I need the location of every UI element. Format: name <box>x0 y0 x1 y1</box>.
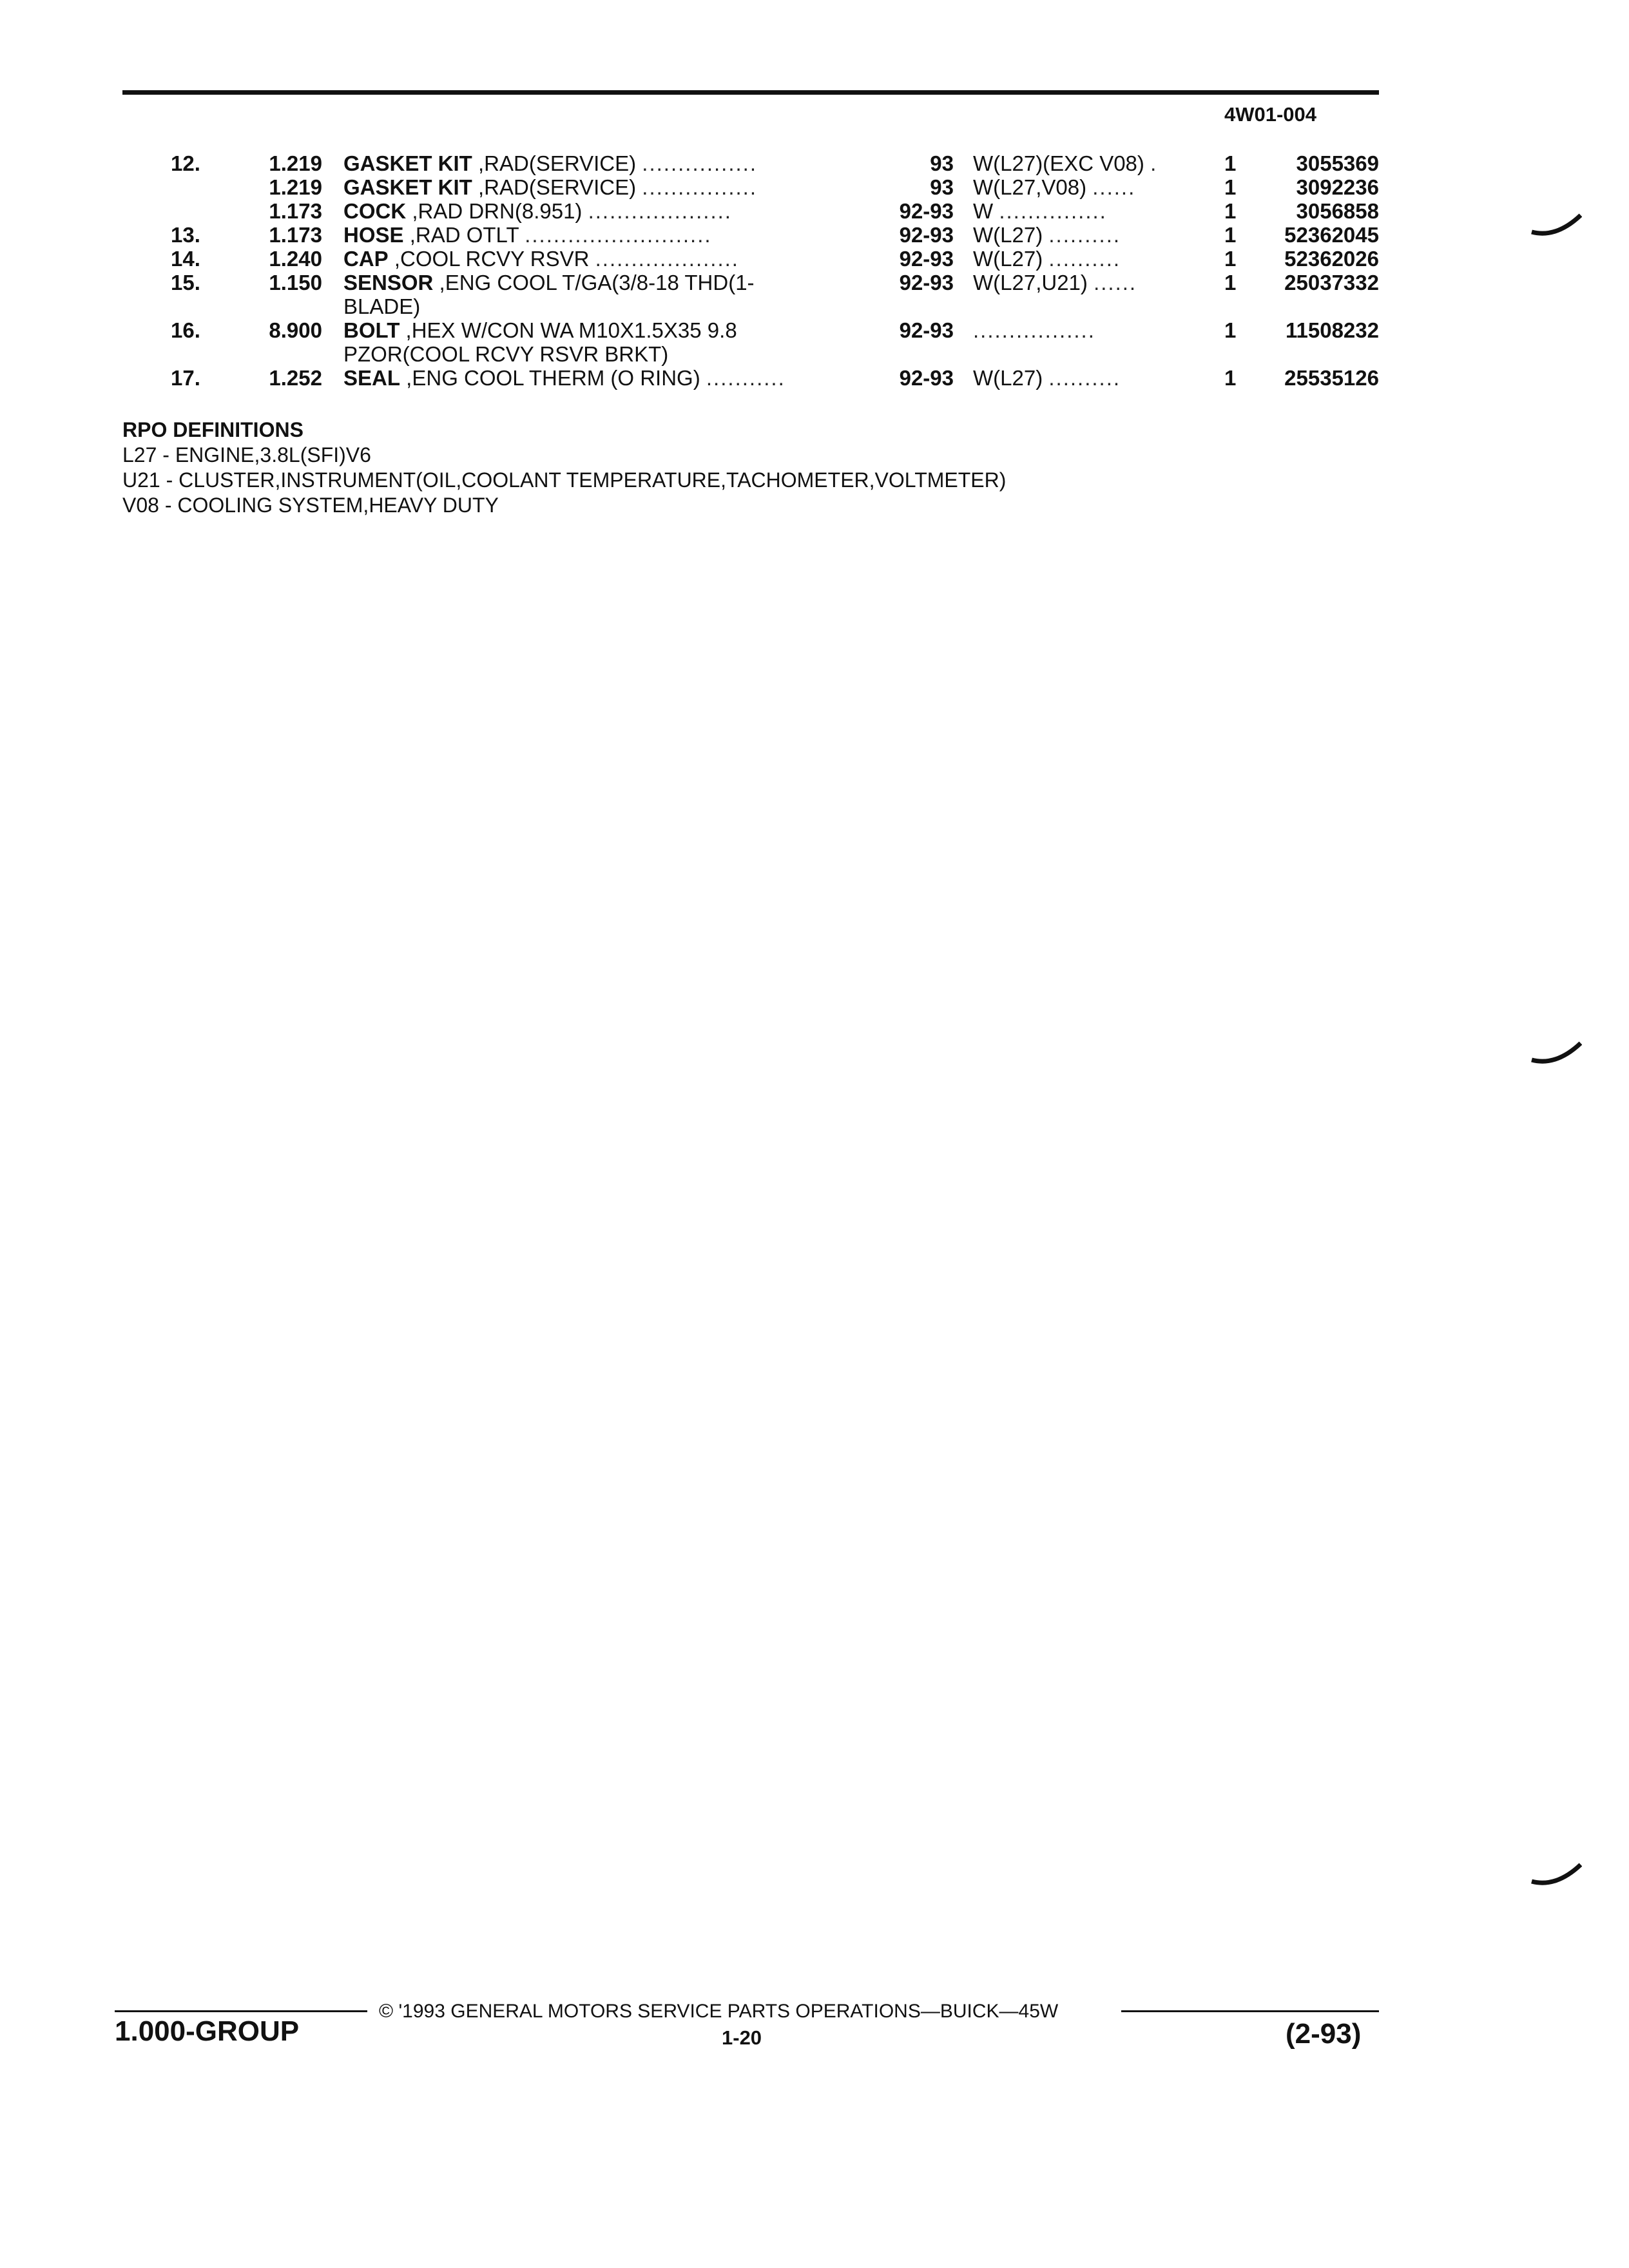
part-detail: ,ENG COOL THERM (O RING) <box>400 366 700 390</box>
leader-dots: . <box>1150 151 1158 175</box>
model-code: W(L27)(EXC V08) <box>973 151 1144 175</box>
model-usage <box>973 151 1192 175</box>
leader-dots: .......................... <box>525 223 712 247</box>
quantity: 1 <box>1224 366 1237 390</box>
part-description <box>343 271 872 318</box>
leader-dots: .................... <box>588 199 732 223</box>
model-year: 92-93 <box>899 247 954 271</box>
part-row <box>0 366 1629 390</box>
model-code: W(L27,V08) <box>973 175 1087 199</box>
model-usage <box>973 223 1192 247</box>
model-year: 92-93 <box>899 271 954 294</box>
binder-mark-icon <box>1530 1862 1582 1888</box>
leader-dots: ................. <box>973 318 1095 342</box>
model-usage <box>973 247 1192 271</box>
part-number: 3092236 <box>1296 175 1379 199</box>
footer-copyright: © '1993 GENERAL MOTORS SERVICE PARTS OPERATIONS—BUICK—45W <box>379 2001 1059 2022</box>
model-year: 93 <box>930 151 954 175</box>
part-row <box>0 151 1629 175</box>
part-row <box>0 175 1629 199</box>
leader-dots: ...... <box>1094 271 1137 294</box>
model-year: 92-93 <box>899 318 954 342</box>
group-number: 1.219 <box>269 151 322 175</box>
group-number: 1.150 <box>269 271 322 294</box>
part-name: CAP <box>343 247 389 271</box>
leader-dots: ........... <box>706 366 786 390</box>
group-number: 1.240 <box>269 247 322 271</box>
quantity: 1 <box>1224 175 1237 199</box>
part-number: 3055369 <box>1296 151 1379 175</box>
model-usage <box>973 318 1192 342</box>
part-row <box>0 318 1629 366</box>
quantity: 1 <box>1224 318 1237 342</box>
leader-dots: ................ <box>642 151 757 175</box>
quantity: 1 <box>1224 271 1237 294</box>
part-name: GASKET KIT <box>343 175 472 199</box>
model-code: W(L27) <box>973 366 1043 390</box>
binder-mark-icon <box>1530 1041 1582 1066</box>
part-row <box>0 271 1629 318</box>
part-name: SEAL <box>343 366 401 390</box>
part-name: SENSOR <box>343 271 434 294</box>
rpo-line: V08 - COOLING SYSTEM,HEAVY DUTY <box>122 494 499 517</box>
part-row <box>0 199 1629 223</box>
part-name: COCK <box>343 199 407 223</box>
part-detail: ,ENG COOL T/GA(3/8-18 THD(1- <box>433 271 755 294</box>
footer-group: 1.000-GROUP <box>115 2015 300 2047</box>
rpo-title: RPO DEFINITIONS <box>122 418 304 441</box>
model-usage <box>973 199 1192 223</box>
model-code: W <box>973 199 994 223</box>
part-detail: ,COOL RCVY RSVR <box>388 247 590 271</box>
rpo-definitions <box>122 418 1006 518</box>
model-year: 92-93 <box>899 366 954 390</box>
model-year: 93 <box>930 175 954 199</box>
model-year: 92-93 <box>899 199 954 223</box>
part-number: 52362026 <box>1284 247 1379 271</box>
part-number: 52362045 <box>1284 223 1379 247</box>
part-detail-continued: BLADE) <box>343 294 421 318</box>
model-usage <box>973 366 1192 390</box>
part-number: 3056858 <box>1296 199 1379 223</box>
leader-dots: .......... <box>1048 247 1121 271</box>
part-number: 25535126 <box>1284 366 1379 390</box>
part-row <box>0 223 1629 247</box>
part-description <box>343 175 872 199</box>
part-description <box>343 247 872 271</box>
parts-table <box>0 151 1629 390</box>
section-code: 4W01-004 <box>1224 103 1317 126</box>
part-description <box>343 199 872 223</box>
model-year: 92-93 <box>899 223 954 247</box>
rpo-line: U21 - CLUSTER,INSTRUMENT(OIL,COOLANT TEMPERATURE,TACHOMETER,VOLTMETER) <box>122 468 1007 492</box>
model-code: W(L27) <box>973 223 1043 247</box>
leader-dots: .................... <box>595 247 739 271</box>
part-detail: ,RAD OTLT <box>403 223 519 247</box>
item-number: 14. <box>171 247 200 271</box>
model-code: W(L27,U21) <box>973 271 1088 294</box>
group-number: 1.173 <box>269 223 322 247</box>
quantity: 1 <box>1224 199 1237 223</box>
part-name: BOLT <box>343 318 400 342</box>
group-number: 1.252 <box>269 366 322 390</box>
leader-dots: ................ <box>642 175 757 199</box>
part-detail: ,RAD(SERVICE) <box>472 175 637 199</box>
footer-rule-left <box>115 2010 367 2012</box>
part-description <box>343 151 872 175</box>
page-number: 1-20 <box>722 2026 762 2049</box>
revision-date: (2-93) <box>1286 2018 1362 2050</box>
leader-dots: ............... <box>999 199 1107 223</box>
part-number: 25037332 <box>1284 271 1379 294</box>
model-code: W(L27) <box>973 247 1043 271</box>
leader-dots: ...... <box>1092 175 1136 199</box>
item-number: 13. <box>171 223 200 247</box>
part-row <box>0 247 1629 271</box>
part-detail-continued: PZOR(COOL RCVY RSVR BRKT) <box>343 342 669 366</box>
item-number: 17. <box>171 366 200 390</box>
footer-rule-right <box>1121 2010 1379 2012</box>
part-detail: ,RAD(SERVICE) <box>472 151 637 175</box>
part-detail: ,RAD DRN(8.951) <box>406 199 583 223</box>
top-rule <box>122 90 1379 95</box>
part-detail: ,HEX W/CON WA M10X1.5X35 9.8 <box>400 318 737 342</box>
part-description <box>343 223 872 247</box>
part-number: 11508232 <box>1285 318 1379 342</box>
leader-dots: .......... <box>1048 223 1121 247</box>
binder-mark-icon <box>1530 213 1582 238</box>
part-description <box>343 366 872 390</box>
rpo-line: L27 - ENGINE,3.8L(SFI)V6 <box>122 443 371 466</box>
item-number: 15. <box>171 271 200 294</box>
item-number: 12. <box>171 151 200 175</box>
model-usage <box>973 271 1192 294</box>
leader-dots: .......... <box>1048 366 1121 390</box>
part-name: HOSE <box>343 223 404 247</box>
quantity: 1 <box>1224 151 1237 175</box>
group-number: 1.219 <box>269 175 322 199</box>
group-number: 1.173 <box>269 199 322 223</box>
part-name: GASKET KIT <box>343 151 472 175</box>
quantity: 1 <box>1224 247 1237 271</box>
part-description <box>343 318 872 366</box>
item-number: 16. <box>171 318 200 342</box>
quantity: 1 <box>1224 223 1237 247</box>
model-usage <box>973 175 1192 199</box>
group-number: 8.900 <box>269 318 322 342</box>
